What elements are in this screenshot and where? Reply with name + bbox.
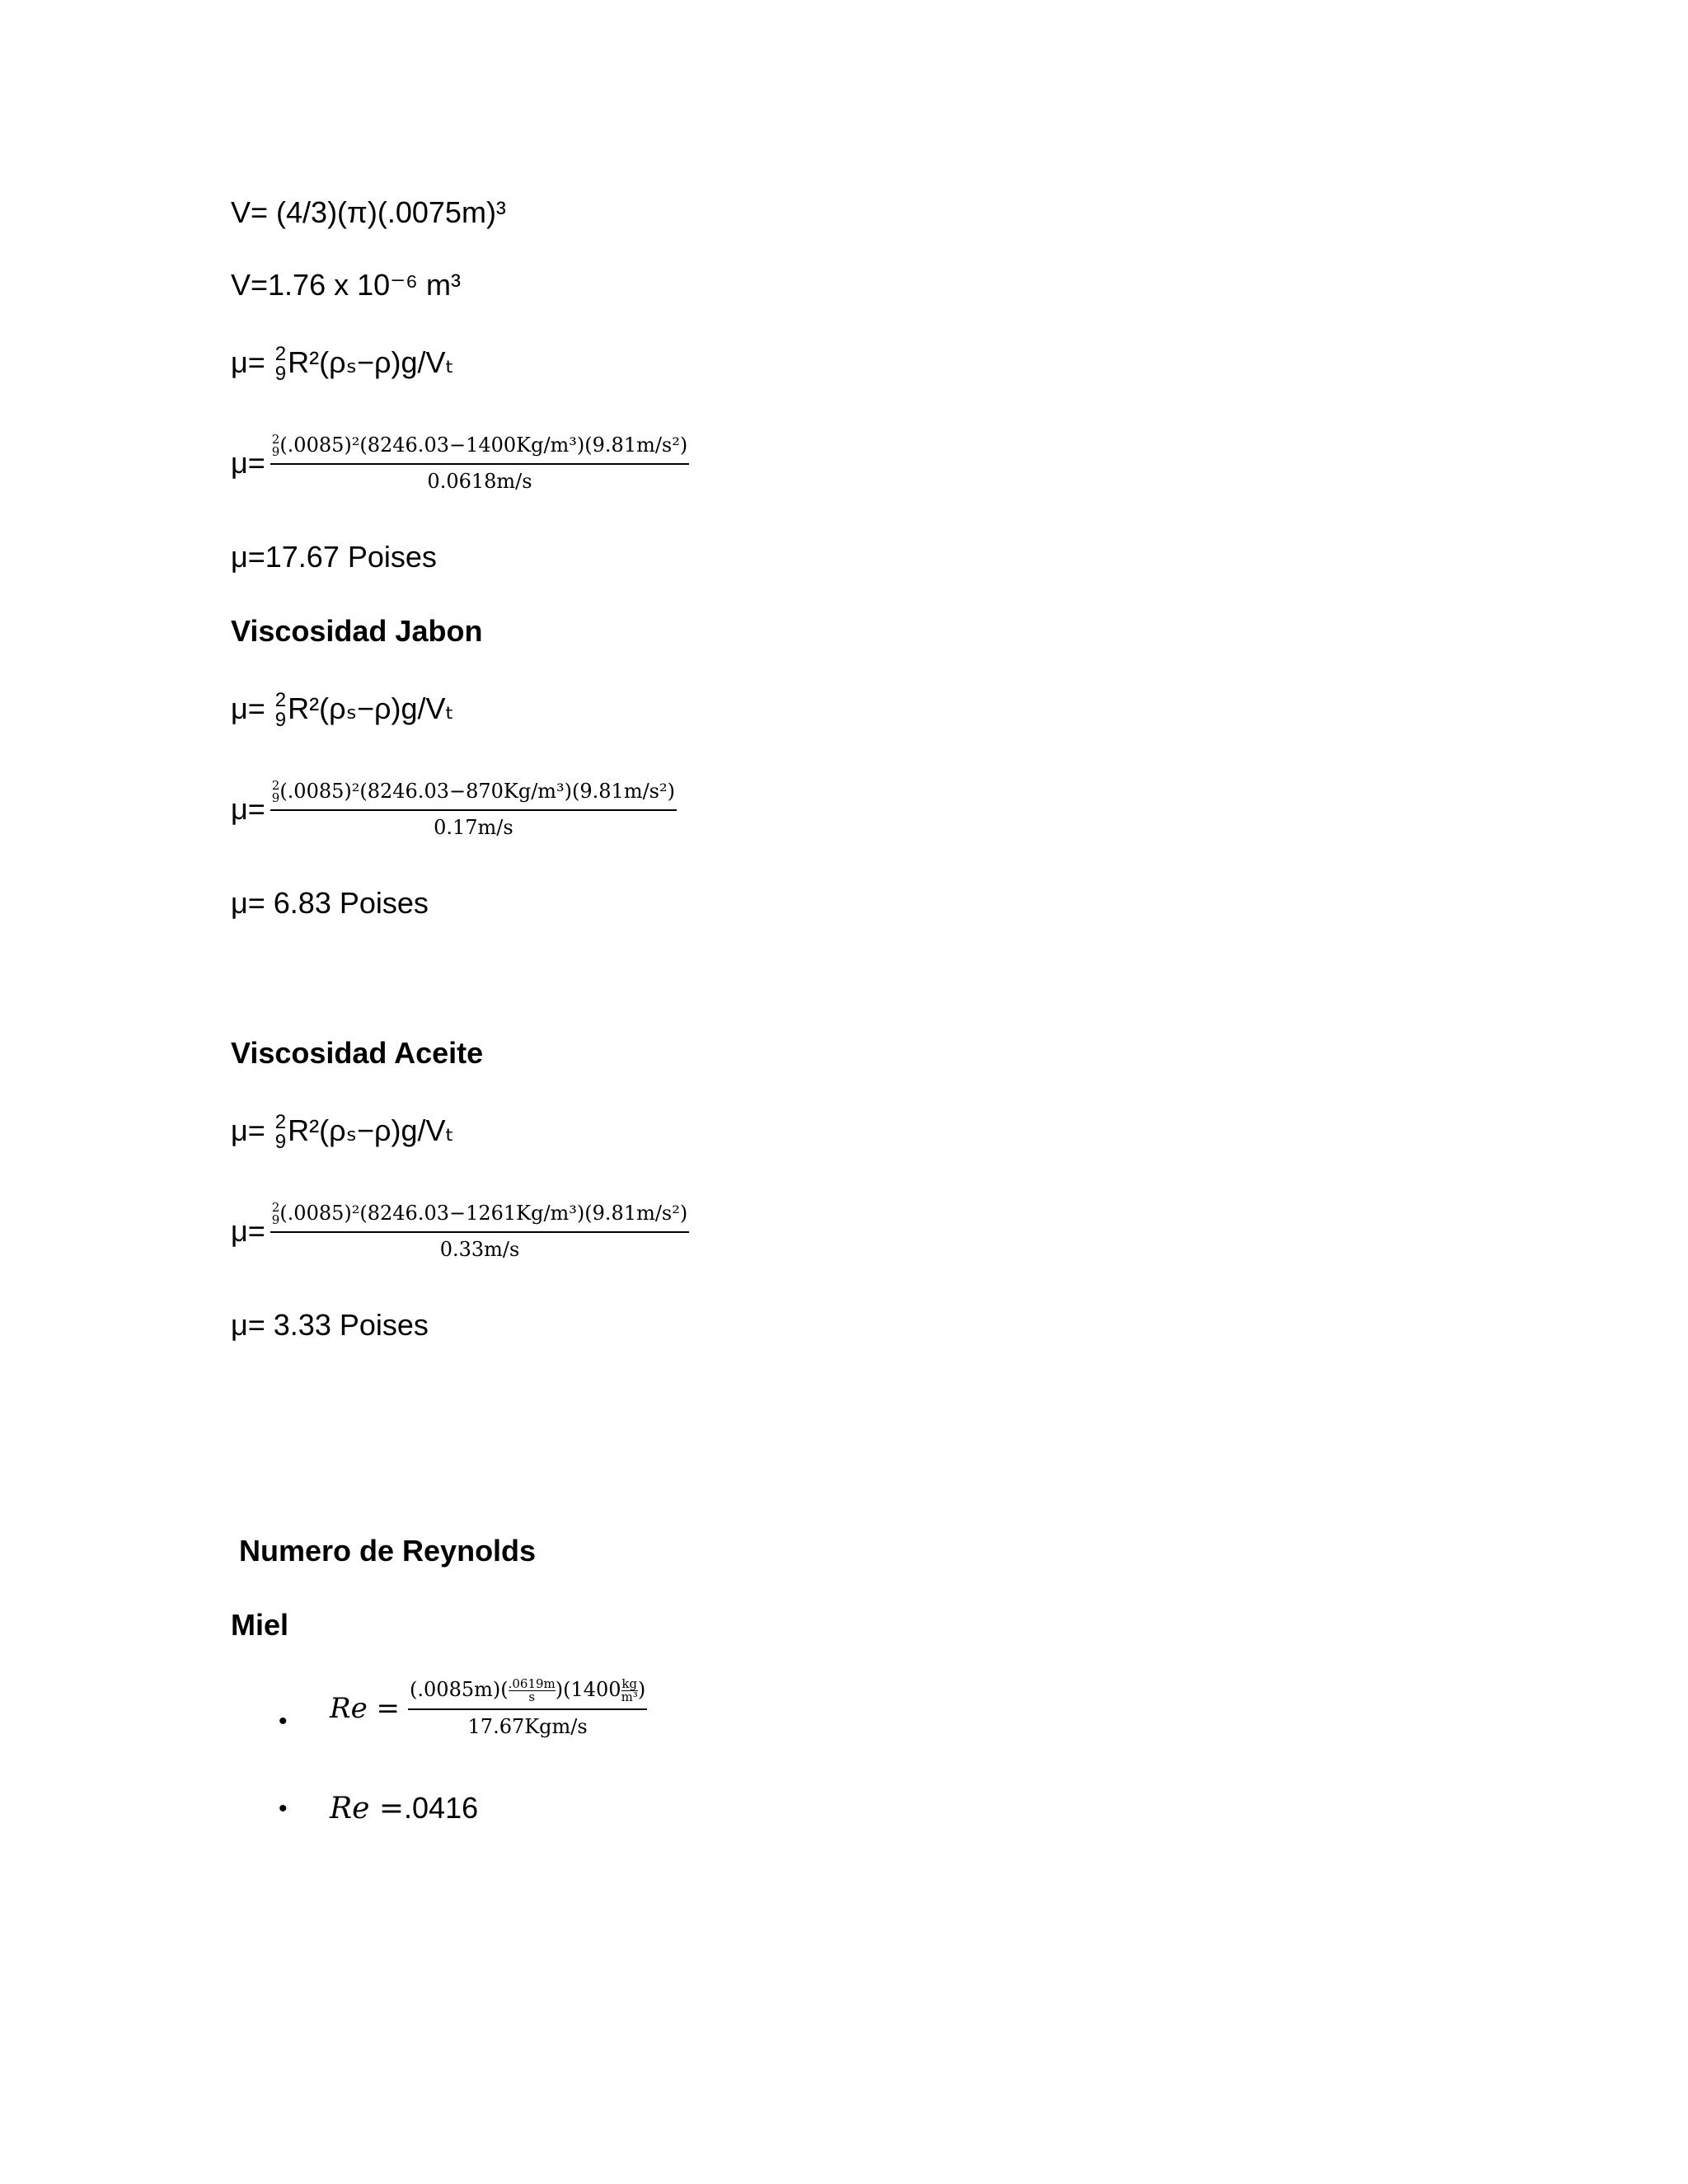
bullet: •: [279, 1708, 288, 1735]
reynolds-denominator: 17.67Kgm/s: [467, 1715, 588, 1738]
jabon-heading: Viscosidad Jabon: [231, 614, 483, 648]
jabon-viscosity-equation: μ= 2 9 (.0085)²(8246.03−870Kg/m³)(9.81m/s²) 0.17m/s: [231, 778, 675, 839]
aceite-denominator: 0.33m/s: [439, 1238, 520, 1261]
jabon-numerator: (.0085)²(8246.03−870Kg/m³)(9.81m/s²): [279, 780, 675, 803]
volume-formula: V= (4/3)(π)(.0075m)³: [231, 195, 506, 229]
reynolds-heading: Numero de Reynolds: [239, 1534, 537, 1568]
two-ninths-fraction: 2 9: [274, 343, 287, 386]
volume-result: V=1.76 x 10⁻⁶ m³: [231, 268, 461, 302]
bullet: •: [279, 1795, 288, 1822]
aceite-result: μ= 3.33 Poises: [231, 1308, 429, 1342]
aceite-viscosity-equation: μ= 2 9 (.0085)²(8246.03−1261Kg/m³)(9.81m/s²) 0.33m/s: [231, 1200, 688, 1261]
reynolds-equation: Re = (.0085m)( $\frac{.0619m}{s}$ )(1400 $\frac{kg}{\text{m³}}$ ) 17.67Kgm/s: [330, 1676, 646, 1738]
jabon-denominator: 0.17m/s: [434, 816, 513, 839]
jabon-result: μ= 6.83 Poises: [231, 886, 429, 920]
stokes-prefix: μ=: [231, 345, 265, 379]
stokes-formula-3: μ= 2 9 R²(ρₛ−ρ)g/Vₜ: [231, 1111, 455, 1154]
aceite-numerator: (.0085)²(8246.03−1261Kg/m³)(9.81m/s²): [279, 1202, 688, 1225]
miel-result: μ=17.67 Poises: [231, 540, 437, 574]
stokes-body: R²(ρₛ−ρ)g/Vₜ: [288, 345, 455, 379]
miel-denominator: 0.0618m/s: [427, 470, 532, 493]
stokes-formula-2: μ= 2 9 R²(ρₛ−ρ)g/Vₜ: [231, 689, 455, 732]
aceite-heading: Viscosidad Aceite: [231, 1036, 484, 1070]
reynolds-result: Re =.0416: [330, 1791, 479, 1825]
stokes-formula-1: [231, 344, 454, 384]
miel-viscosity-equation: μ= 2 9 (.0085)²(8246.03−1400Kg/m³)(9.81m/s²) 0.0618m/s: [231, 432, 688, 493]
reynolds-subheading: Miel: [231, 1608, 289, 1642]
miel-numerator: (.0085)²(8246.03−1400Kg/m³)(9.81m/s²): [279, 434, 688, 457]
